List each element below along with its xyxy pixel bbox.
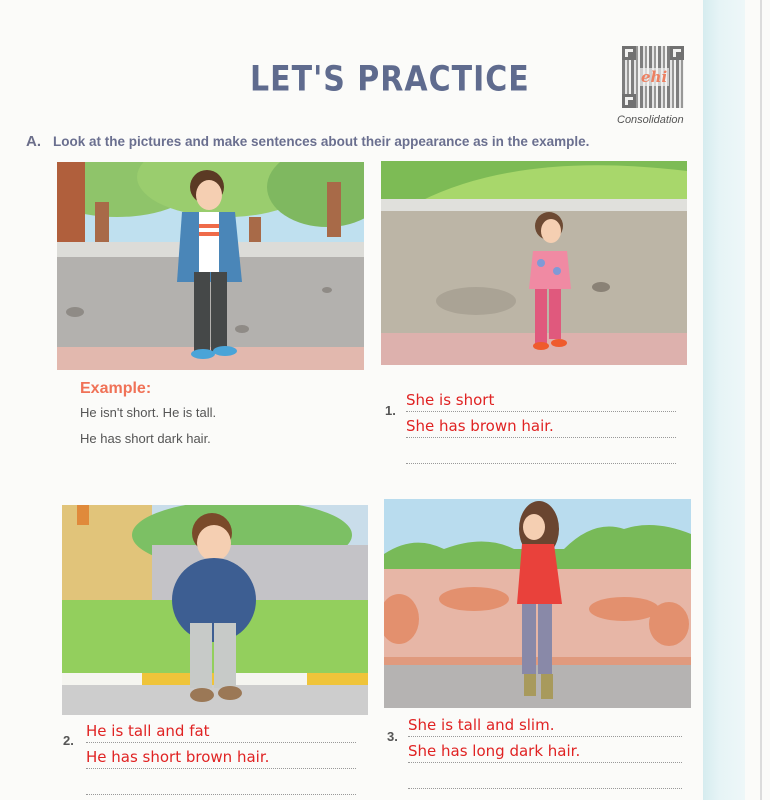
answer-field[interactable]: She has long dark hair. [408,742,682,763]
page-edge-line [760,0,762,800]
qr-caption: Consolidation [617,114,684,126]
answer-field[interactable]: She has brown hair. [406,417,676,438]
page-edge-strip [703,0,745,800]
qr-finder [622,94,636,108]
item-number: 2. [63,733,74,748]
instruction-text: Look at the pictures and make sentences about their appearance as in the example. [53,134,590,149]
item-number: 3. [387,729,398,744]
answer-field[interactable] [408,768,682,789]
page-title: LET'S PRACTICE [250,59,530,100]
picture-short-girl [381,161,687,365]
example-sentence: He isn't short. He is tall. [80,405,217,420]
answer-field[interactable] [86,774,356,795]
exercise-instruction [26,133,589,150]
picture-slim-woman [384,499,691,708]
answer-field[interactable]: She is tall and slim. [408,716,682,737]
answer-field[interactable]: He is tall and fat [86,722,356,743]
example-label: Example: [80,380,152,397]
item-number: 1. [385,403,396,418]
qr-finder [670,46,684,60]
example-sentence: He has short dark hair. [80,431,211,446]
qr-code-icon[interactable] [622,46,684,108]
qr-finder [622,46,636,60]
picture-tall-boy [57,162,364,370]
qr-logo: ehi [641,68,668,86]
answer-field[interactable]: She is short [406,391,676,412]
answer-field[interactable] [406,443,676,464]
picture-fat-boy [62,505,368,715]
answer-field[interactable]: He has short brown hair. [86,748,356,769]
exercise-letter: A. [26,133,41,150]
